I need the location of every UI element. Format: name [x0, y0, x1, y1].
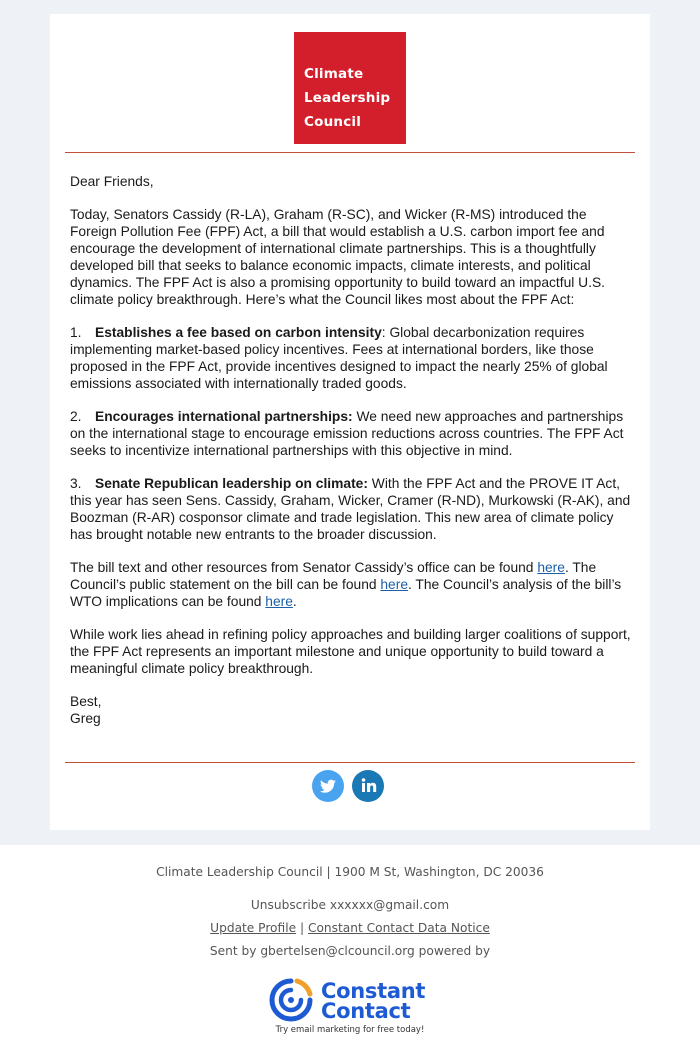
bill-text-link[interactable]: here	[537, 560, 565, 575]
point-text: Global decarbonization requires implementing market-based policy incentives. Fees at international borders, like those proposed in the FPF Act, provide incentives designed to impact the nearly 25% of global emissions associated with internationally traded goods.	[70, 325, 608, 391]
resources-paragraph	[70, 559, 635, 610]
signoff: Best,	[70, 694, 102, 709]
email-card	[50, 14, 650, 830]
logo-line-1: Climate	[304, 66, 364, 82]
signature: Greg	[70, 711, 101, 726]
wto-analysis-link[interactable]: here	[265, 594, 293, 609]
header-divider	[65, 152, 635, 153]
constant-contact-wordmark-2[interactable]: Contact	[321, 999, 411, 1023]
point-text: We need new approaches and partnerships on the international stage to encourage emission reductions across countries. The FPF Act seeks to incentivize international partnerships with this objective in mind.	[70, 409, 624, 458]
point-text: With the FPF Act and the PROVE IT Act, this year has seen Sens. Cassidy, Graham, Wicker, Cramer (R-ND), Murkowski (R-AK), and Boozman (R-AR) cosponsor climate and trade legislation. This new area of climate policy has brought notable new entrants to the broader discussion.	[70, 476, 631, 542]
sent-by-text: Sent by gbertelsen@clcouncil.org powered by	[209, 944, 491, 958]
public-statement-link[interactable]: here	[380, 577, 408, 592]
linkedin-button[interactable]	[352, 770, 384, 802]
constant-contact-tagline[interactable]: Try email marketing for free today!	[275, 1025, 425, 1035]
resources-text: . The Council’s public statement on the bill can be found	[70, 560, 597, 592]
update-profile-link[interactable]: Update Profile	[210, 921, 297, 935]
point-number: 1.	[70, 325, 82, 340]
linkedin-icon	[352, 770, 384, 802]
footer-divider	[65, 762, 635, 763]
constant-contact-icon[interactable]	[268, 977, 314, 1023]
point-number: 2.	[70, 409, 82, 424]
point-1	[70, 324, 635, 392]
intro-paragraph: Today, Senators Cassidy (R-LA), Graham (R-SC), and Wicker (R-MS) introduced the Foreign Pollution Fee (FPF) Act, a bill that would establish a U.S. carbon import fee and encourage the development of international climate partnerships. This is a thoughtfully developed bill that seeks to balance economic impacts, climate interests, and political dynamics. The FPF Act is also a promising opportunity to build toward an impactful U.S. climate policy breakthrough. Here’s what the Council likes most about the FPF Act:	[70, 207, 605, 307]
data-notice-link[interactable]: Constant Contact Data Notice	[307, 921, 490, 935]
point-title: Senate Republican leadership on climate:	[95, 476, 368, 491]
point-3	[70, 475, 635, 543]
resources-text: The bill text and other resources from Senator Cassidy’s office can be found	[70, 560, 538, 575]
unsubscribe-link[interactable]: Unsubscribe xxxxxx@gmail.com	[250, 898, 450, 912]
greeting: Dear Friends,	[70, 174, 154, 189]
constant-contact-wordmark-1[interactable]: Constant	[321, 979, 426, 1003]
footer-address: Climate Leadership Council | 1900 M St, Washington, DC 20036	[156, 865, 544, 879]
climate-leadership-council-logo[interactable]	[294, 32, 406, 144]
closing-paragraph: While work lies ahead in refining policy approaches and building larger coalitions of support, the FPF Act represents an important milestone and unique opportunity to build toward a meaningful climate policy breakthrough.	[70, 627, 631, 676]
twitter-button[interactable]	[312, 770, 344, 802]
point-separator: :	[381, 325, 390, 340]
point-title: Establishes a fee based on carbon intensity	[95, 325, 382, 340]
letter-body	[70, 173, 635, 727]
resources-text: .	[292, 594, 297, 609]
footer-links	[0, 921, 700, 935]
footer-link-divider: |	[299, 921, 305, 935]
point-title: Encourages international partnerships:	[95, 409, 353, 424]
twitter-icon	[312, 770, 344, 802]
resources-text: . The Council’s analysis of the bill’s WTO implications can be found	[70, 577, 622, 609]
logo-line-3: Council	[304, 114, 362, 130]
point-2	[70, 408, 635, 459]
point-number: 3.	[70, 476, 82, 491]
logo-line-2: Leadership	[304, 90, 391, 106]
